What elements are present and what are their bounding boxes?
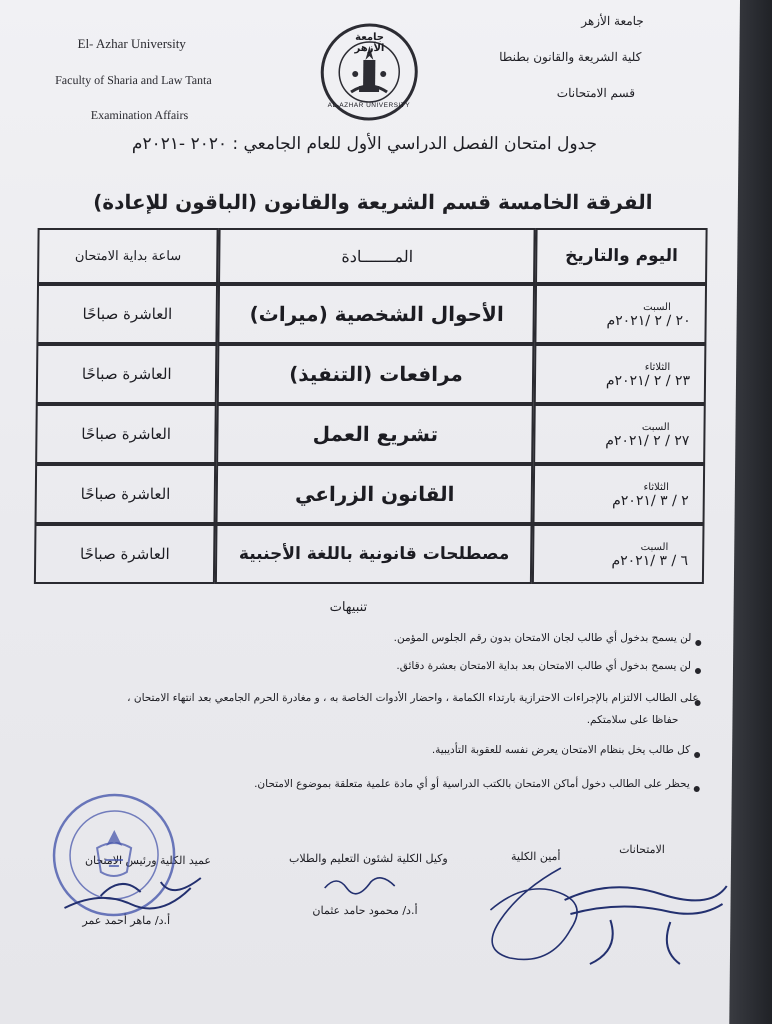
header-subject-label: المـــــــادة	[341, 246, 414, 266]
logo-english-text: AL-AZHAR UNIVERSITY	[327, 102, 411, 109]
header-date	[535, 228, 707, 284]
table-row	[36, 284, 707, 344]
subject-label: مصطلحات قانونية باللغة الأجنبية	[238, 544, 510, 564]
header-english-university: El- Azhar University	[77, 36, 186, 51]
university-logo	[319, 22, 420, 122]
dean-signature-icon	[60, 870, 211, 920]
time-cell	[36, 344, 218, 404]
vice-dean-signature-icon	[321, 868, 401, 898]
header-english-faculty: Faculty of Sharia and Law Tanta	[55, 73, 212, 87]
time-label: العاشرة صباحًا	[81, 425, 172, 443]
table-row	[36, 344, 707, 404]
date-label: ٢ / ٣ /٢٠٢١م	[612, 492, 689, 509]
subject-cell	[215, 524, 533, 584]
header-subject	[218, 228, 536, 284]
date-label: ٢٧ / ٢ /٢٠٢١م	[605, 432, 690, 449]
dean-title: عميد الكلية ورئيس الامتحان	[84, 854, 212, 867]
note-item: لن يسمح بدخول أي طالب الامتحان بعد بداية الامتحان بعشرة دقائق.	[396, 660, 692, 672]
secretary-title: أمين الكلية	[510, 850, 561, 863]
subject-cell	[218, 284, 536, 344]
header-time	[37, 228, 219, 284]
date-cell	[534, 404, 706, 464]
subject-label: مرافعات (التنفيذ)	[289, 362, 464, 386]
bullet-icon	[695, 668, 701, 674]
exams-title: الامتحانات	[619, 843, 665, 856]
time-label: العاشرة صباحًا	[82, 305, 173, 323]
table-row	[34, 524, 705, 584]
time-label: العاشرة صباحًا	[79, 545, 170, 563]
table-row	[35, 464, 706, 524]
vice-dean-name: أ.د/ محمود حامد عثمان	[312, 904, 418, 917]
time-cell	[35, 404, 217, 464]
date-cell	[535, 284, 707, 344]
date-cell	[534, 344, 706, 404]
header-time-label: ساعة بداية الامتحان	[74, 248, 182, 264]
header-arabic-department: قسم الامتحانات	[556, 86, 636, 100]
subject-label: القانون الزراعي	[294, 482, 455, 506]
day-label: الثلاثاء	[644, 361, 671, 373]
exams-signature-icon	[550, 860, 731, 970]
logo-arabic-text: جامعة الأزهر	[354, 32, 385, 54]
time-cell	[35, 464, 217, 524]
header-date-label: اليوم والتاريخ	[565, 246, 679, 266]
bullet-icon	[694, 752, 700, 758]
date-cell	[533, 464, 705, 524]
bullet-icon	[694, 786, 700, 792]
subject-cell	[217, 344, 535, 404]
day-label: السبت	[643, 301, 671, 313]
subject-label: الأحوال الشخصية (ميراث)	[249, 302, 504, 326]
day-label: الثلاثاء	[643, 481, 669, 493]
notes-title: تنبيهات	[329, 600, 368, 615]
note-item: كل طالب يخل بنظام الامتحان يعرض نفسه للعقوبة التأديبية.	[431, 744, 691, 756]
class-title: الفرقة الخامسة قسم الشريعة والقانون (الباقون للإعادة)	[93, 190, 653, 214]
header-english-affairs: Examination Affairs	[90, 108, 189, 122]
subject-cell	[217, 404, 535, 464]
table-header-row	[37, 228, 708, 284]
subject-label: تشريع العمل	[312, 422, 439, 446]
time-cell	[34, 524, 216, 584]
exam-schedule-table	[34, 228, 708, 584]
date-label: ٦ / ٣ /٢٠٢١م	[611, 552, 689, 569]
subject-cell	[216, 464, 534, 524]
vice-dean-title: وكيل الكلية لشئون التعليم والطلاب	[288, 852, 448, 865]
day-label: السبت	[641, 421, 670, 433]
note-item: يحظر على الطالب دخول أماكن الامتحان بالكتب الدراسية أو أي مادة علمية متعلقة بموضوع الامتحان.	[254, 778, 690, 790]
date-cell	[532, 524, 704, 584]
schedule-title: جدول امتحان الفصل الدراسي الأول للعام الجامعي : ٢٠٢٠ -٢٠٢١م	[131, 134, 598, 154]
note-item-continued: حفاظا على سلامتكم.	[586, 714, 679, 726]
date-label: ٢٠ / ٢ /٢٠٢١م	[606, 312, 691, 329]
note-item: على الطالب الالتزام بالإجراءات الاحترازية بارتداء الكمامة ، واحضار الأدوات الخاصة به ، و مغادرة الحرم الجامعي بعد انتهاء الامتحان ،	[127, 692, 699, 704]
time-label: العاشرة صباحًا	[80, 485, 171, 503]
header-arabic-faculty: كلية الشريعة والقانون بطنطا	[499, 50, 642, 64]
bullet-icon	[695, 640, 701, 646]
day-label: السبت	[640, 541, 669, 553]
note-item: لن يسمح بدخول أي طالب لجان الامتحان بدون رقم الجلوس المؤمن.	[393, 632, 692, 644]
table-row	[35, 404, 706, 464]
header-arabic-university: جامعة الأزهر	[581, 14, 644, 28]
dean-name: أ.د/ ماهر أحمد عمر	[82, 914, 171, 927]
time-label: العاشرة صباحًا	[81, 365, 172, 383]
date-label: ٢٣ / ٢ /٢٠٢١م	[605, 372, 691, 389]
time-cell	[36, 284, 218, 344]
